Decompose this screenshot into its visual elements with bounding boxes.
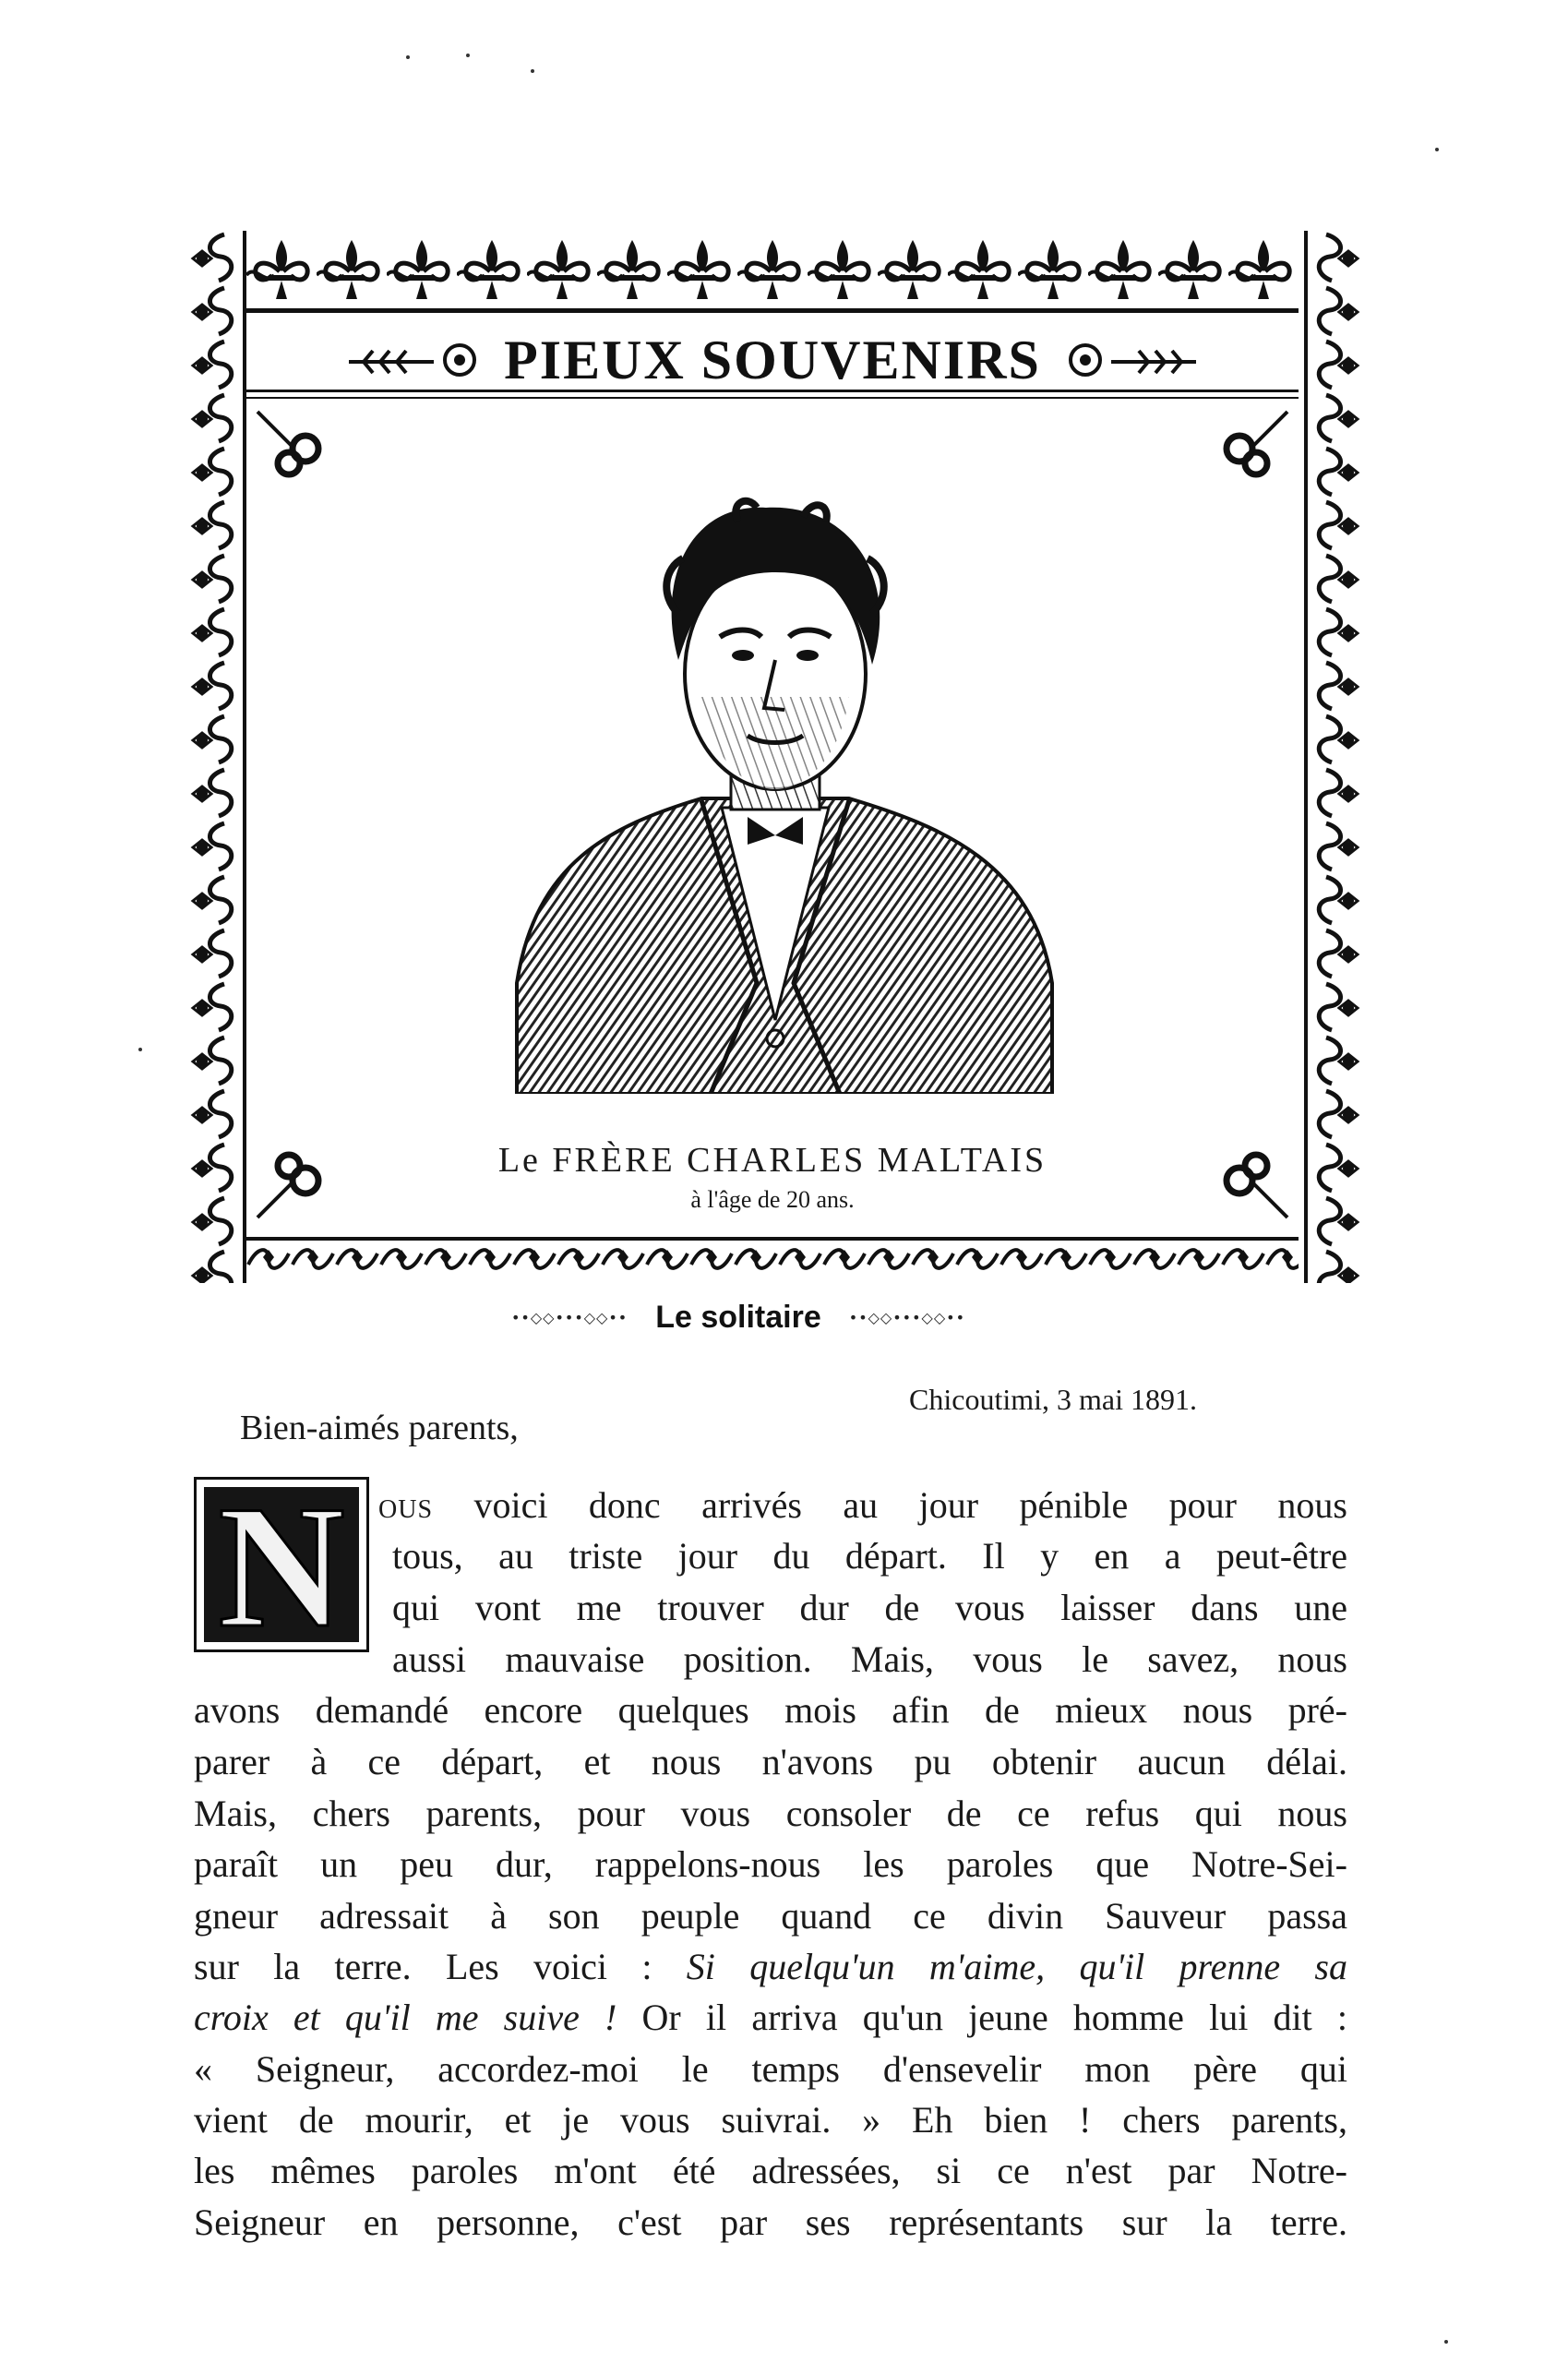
drop-cap-letter: N <box>218 1470 345 1664</box>
chain-border-bottom <box>246 1237 1299 1283</box>
corner-ornament-top-left-icon <box>252 406 335 489</box>
body-line-4: aussi mauvaise position. Mais, vous le savez, nous <box>392 1638 1347 1680</box>
portrait-frame <box>189 231 1361 1283</box>
header-title: PIEUX SOUVENIRS <box>504 329 1041 390</box>
portrait-caption-age: à l'âge de 20 ans. <box>690 1186 855 1213</box>
body-line-9: gneur adressait à son peuple quand ce divin Sauveur passa <box>194 1895 1347 1937</box>
laurel-ornament-left-icon <box>345 342 484 378</box>
body-line-7: Mais, chers parents, pour vous consoler de ce refus qui nous <box>194 1793 1347 1834</box>
section-ornament-left: ••◇◇•••◇◇•• <box>510 1309 628 1326</box>
header-band <box>246 323 1299 397</box>
header-rule-lower <box>246 397 1299 399</box>
drop-cap-panel <box>204 1470 359 1664</box>
letter-salutation: Bien-aimés parents, <box>240 1409 519 1447</box>
body-line-15: Seigneur en personne, c'est par ses représentants sur la terre. <box>194 2201 1347 2243</box>
body-line-6: parer à ce départ, et nous n'avons pu obtenir aucun délai. <box>194 1741 1347 1782</box>
body-line-13: vient de mourir, et je vous suivrai. » Eh bien ! chers parents, <box>194 2099 1347 2141</box>
body-line-5: avons demandé encore quelques mois afin de mieux nous pré- <box>194 1689 1347 1731</box>
fleur-de-lis-border-top <box>246 231 1299 314</box>
body-line-3: qui vont me trouver dur de vous laisser dans une <box>392 1587 1347 1628</box>
body-line-10 <box>194 1943 1347 1991</box>
letter-date: Chicoutimi, 3 mai 1891. <box>909 1383 1197 1416</box>
scroll-border-left <box>189 231 254 1283</box>
corner-ornament-top-right-icon <box>1210 406 1293 489</box>
section-heading <box>277 1300 1200 1336</box>
portrait-engraving <box>480 466 1071 1094</box>
body-line-14: les mêmes paroles m'ont été adressées, si ce n'est par Notre- <box>194 2150 1347 2191</box>
portrait-caption-name: Le FRÈRE CHARLES MALTAIS <box>497 1141 1047 1180</box>
body-line-11 <box>194 1994 1347 2042</box>
scripture-quote-part-1: Si quelqu'un m'aime, qu'il prenne sa <box>686 1946 1348 1987</box>
scripture-quote-part-2: croix et qu'il me suive ! <box>194 1997 617 2038</box>
scroll-border-right <box>1297 231 1361 1283</box>
laurel-ornament-right-icon <box>1061 342 1200 378</box>
body-line-12: « Seigneur, accordez-moi le temps d'ensevelir mon père qui <box>194 2048 1347 2090</box>
body-line-10-text: sur la terre. Les voici : <box>194 1946 652 1987</box>
body-line-1 <box>378 1481 1347 1529</box>
body-line-11-text: Or il arriva qu'un jeune homme lui dit : <box>616 1997 1348 2038</box>
body-line-8: paraît un peu dur, rappelons-nous les paroles que Notre-Sei- <box>194 1843 1347 1885</box>
lead-in-word: ous <box>378 1484 434 1526</box>
body-line-2: tous, au triste jour du départ. Il y en a peut-être <box>392 1535 1347 1577</box>
drop-cap <box>194 1470 369 1664</box>
section-ornament-right: ••◇◇•••◇◇•• <box>848 1309 966 1326</box>
body-line-1-text: voici donc arrivés au jour pénible pour nous <box>433 1484 1347 1526</box>
header-rule-upper <box>246 390 1299 392</box>
section-title: Le solitaire <box>655 1300 821 1335</box>
